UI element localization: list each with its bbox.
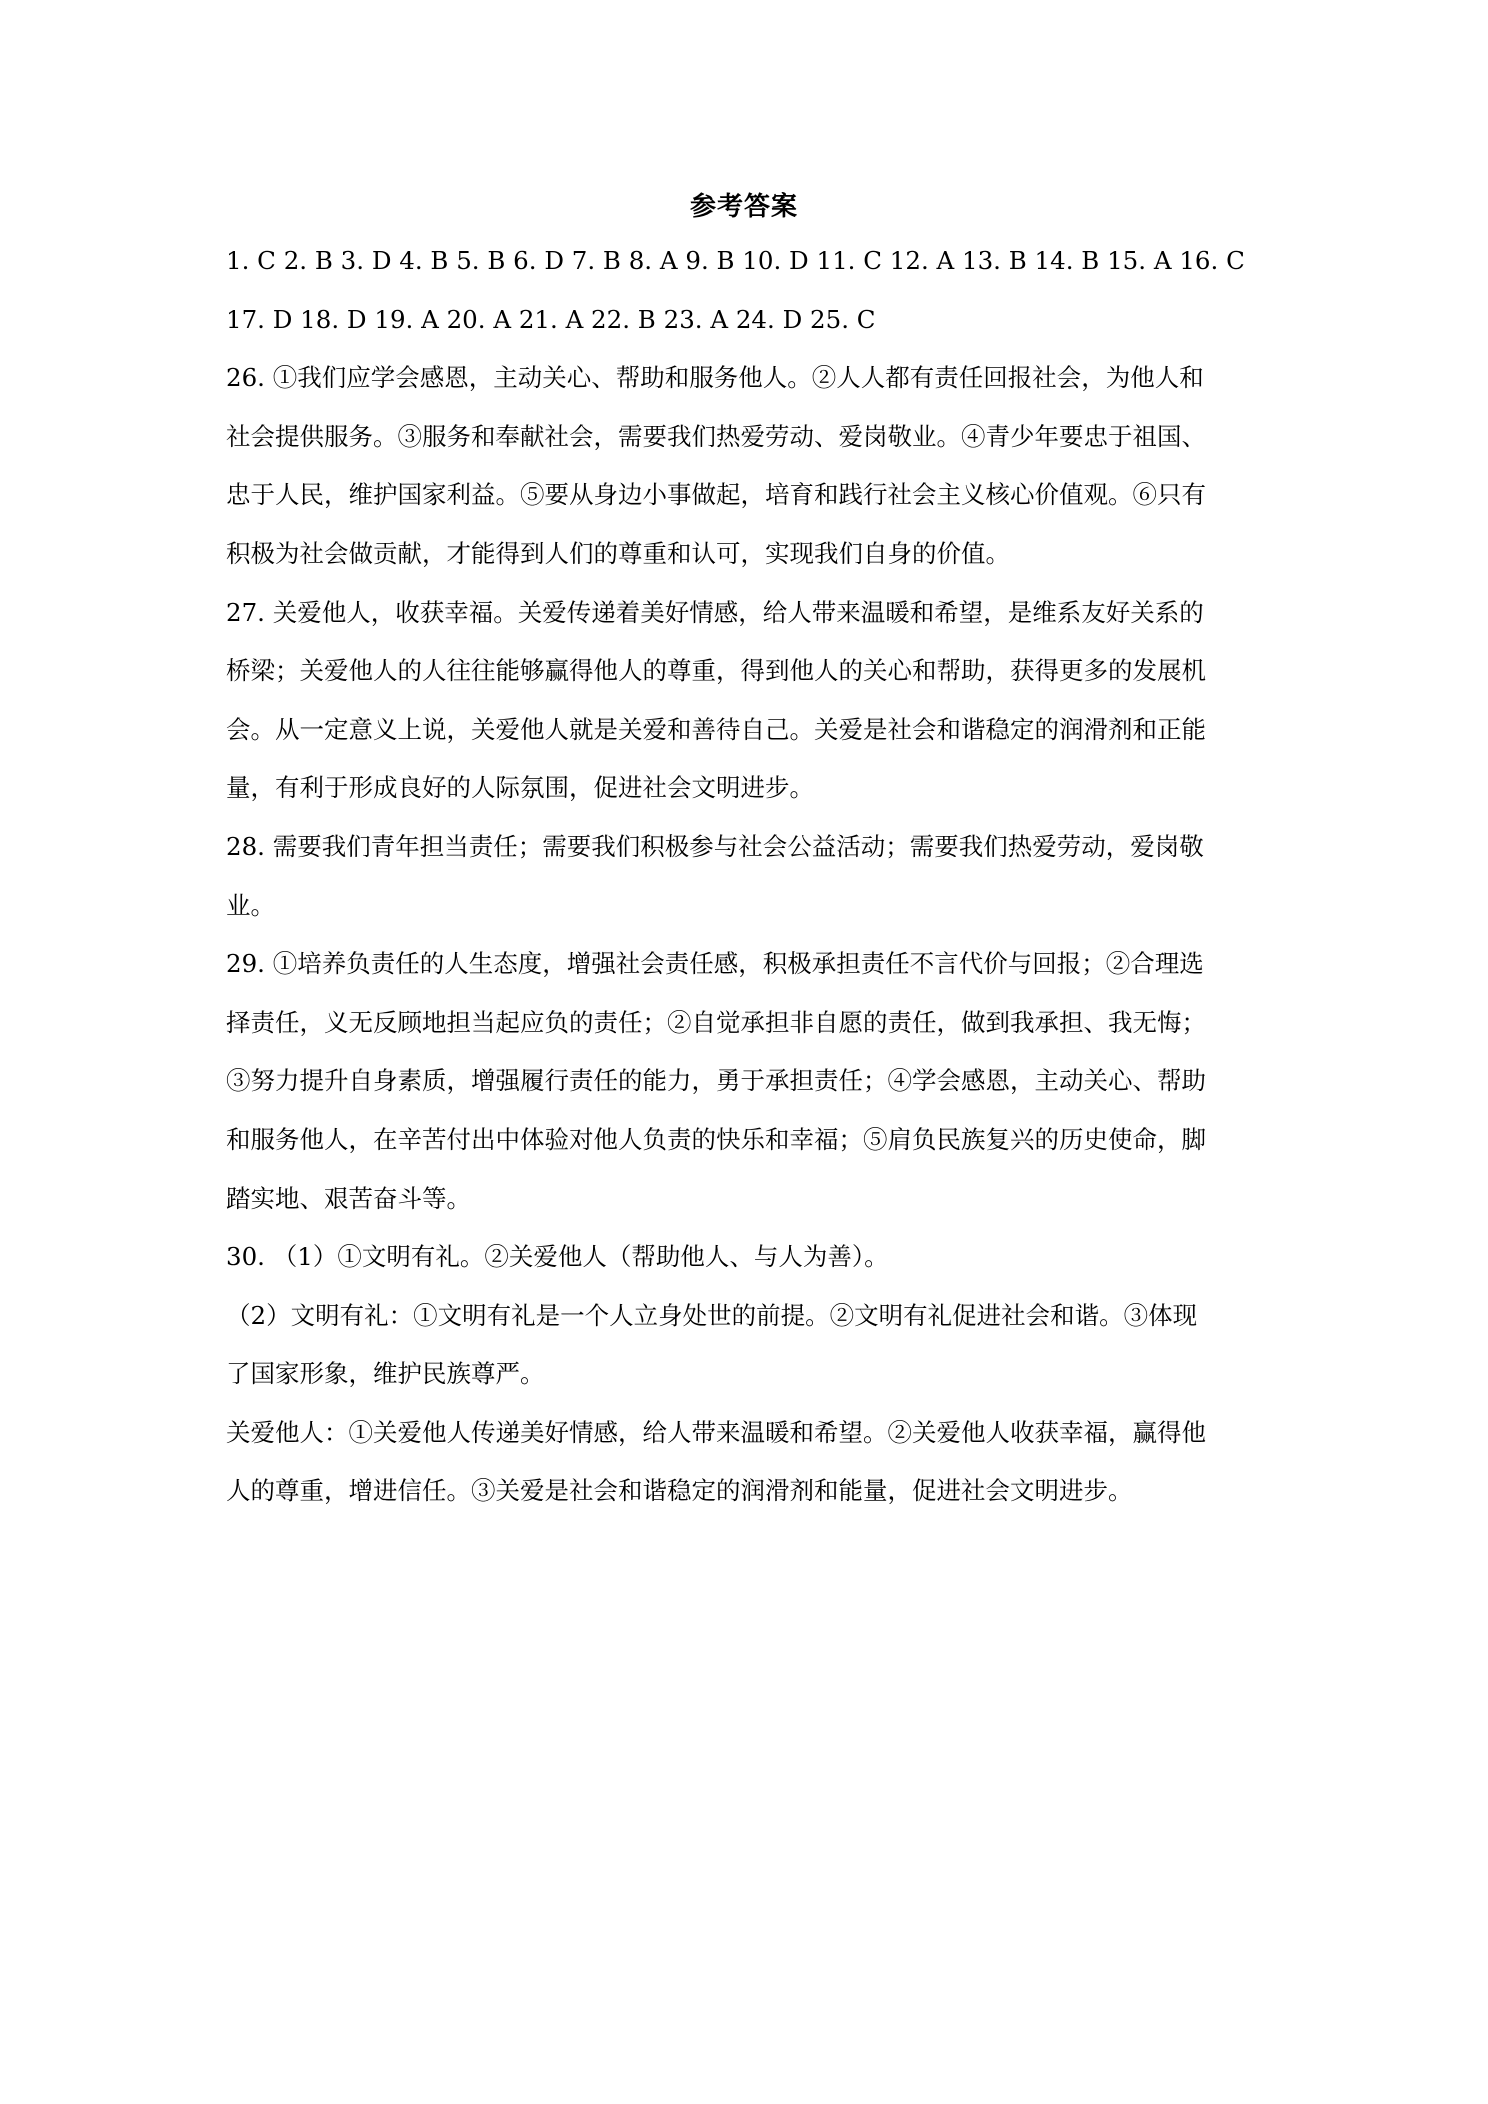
answer-27-line-1: 27. 关爱他人，收获幸福。关爱传递着美好情感，给人带来温暖和希望，是维系友好关系的 — [226, 597, 1204, 627]
answer-line-mc-2: 17. D 18. D 19. A 20. A 21. A 22. B 23. A 24. D 25. C — [226, 304, 876, 334]
page-title: 参考答案 — [689, 192, 798, 222]
answer-29-line-3: ③努力提升自身素质，增强履行责任的能力，勇于承担责任；④学会感恩，主动关心、帮助 — [226, 1066, 1206, 1096]
answer-body — [226, 232, 1266, 1521]
answer-30-care-line-2: 人的尊重，增进信任。③关爱是社会和谐稳定的润滑剂和能量，促进社会文明进步。 — [226, 1476, 1133, 1506]
answer-26-line-4: 积极为社会做贡献，才能得到人们的尊重和认可，实现我们自身的价值。 — [226, 538, 1010, 568]
answer-line-mc-1: 1. C 2. B 3. D 4. B 5. B 6. D 7. B 8. A 9. B 10. D 11. C 12. A 13. B 14. B 15. A 16. C — [226, 246, 1245, 275]
answer-27-line-4: 量，有利于形成良好的人际氛围，促进社会文明进步。 — [226, 773, 814, 803]
answer-29-line-2: 择责任，义无反顾地担当起应负的责任；②自觉承担非自愿的责任，做到我承担、我无悔； — [226, 1007, 1206, 1037]
answer-27-line-2: 桥梁；关爱他人的人往往能够赢得他人的尊重，得到他人的关心和帮助，获得更多的发展机 — [226, 656, 1206, 686]
answer-28-line-1: 28. 需要我们青年担当责任；需要我们积极参与社会公益活动；需要我们热爱劳动，爱岗敬 — [226, 831, 1204, 861]
answer-30-care-line-1: 关爱他人：①关爱他人传递美好情感，给人带来温暖和希望。②关爱他人收获幸福，赢得他 — [226, 1417, 1206, 1447]
answer-28-line-2: 业。 — [226, 890, 275, 920]
answer-29-line-1: 29. ①培养负责任的人生态度，增强社会责任感，积极承担责任不言代价与回报；②合理选 — [226, 949, 1204, 979]
answer-29-line-4: 和服务他人，在辛苦付出中体验对他人负责的快乐和幸福；⑤肩负民族复兴的历史使命，脚 — [226, 1124, 1206, 1154]
answer-26-line-3: 忠于人民，维护国家利益。⑤要从身边小事做起，培育和践行社会主义核心价值观。⑥只有 — [226, 480, 1206, 510]
answer-30-part2-line-1: （2）文明有礼：①文明有礼是一个人立身处世的前提。②文明有礼促进社会和谐。③体现 — [226, 1300, 1198, 1330]
answer-26-line-1: 26. ①我们应学会感恩，主动关心、帮助和服务他人。②人人都有责任回报社会，为他人和 — [226, 363, 1204, 393]
answer-30-part1: 30. （1）①文明有礼。②关爱他人（帮助他人、与人为善）。 — [226, 1242, 889, 1272]
answer-30-part2-line-2: 了国家形象，维护民族尊严。 — [226, 1359, 545, 1389]
answer-27-line-3: 会。从一定意义上说，关爱他人就是关爱和善待自己。关爱是社会和谐稳定的润滑剂和正能 — [226, 714, 1206, 744]
answer-26-line-2: 社会提供服务。③服务和奉献社会，需要我们热爱劳动、爱岗敬业。④青少年要忠于祖国、 — [226, 421, 1206, 451]
answer-29-line-5: 踏实地、艰苦奋斗等。 — [226, 1183, 471, 1213]
